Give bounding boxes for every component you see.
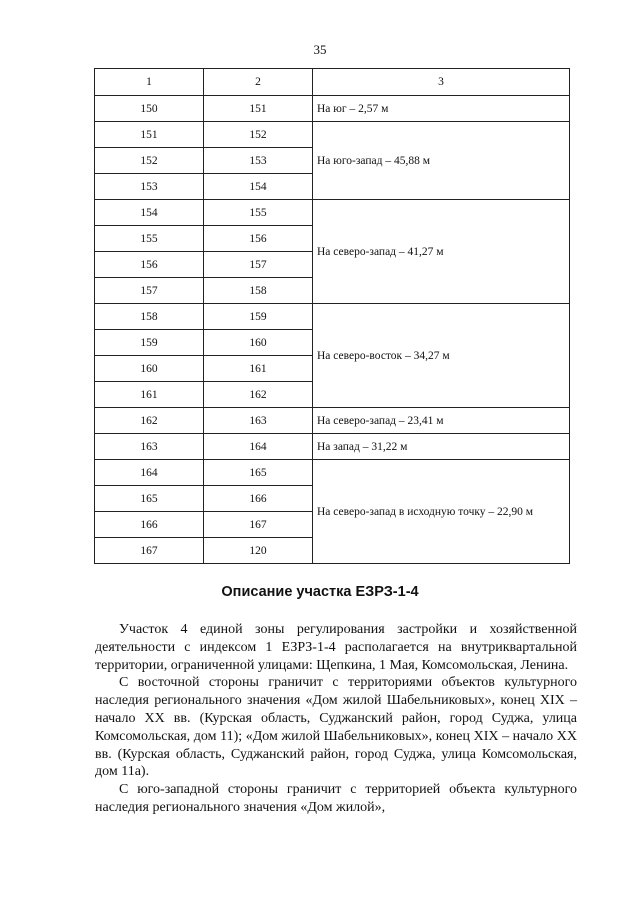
- point-to-cell: 151: [204, 96, 313, 122]
- point-to-cell: 153: [204, 148, 313, 174]
- point-from-cell: 150: [95, 96, 204, 122]
- paragraph: С юго-западной стороны граничит с территорией объекта культурного наследия регионального значения «Дом жилой»,: [95, 782, 577, 815]
- point-to-cell: 162: [204, 382, 313, 408]
- table-header-row: [95, 69, 570, 96]
- direction-cell: На северо-запад – 23,41 м: [313, 408, 570, 434]
- point-to-cell: 154: [204, 174, 313, 200]
- header-col-1: 1: [95, 69, 204, 96]
- direction-cell: На юго-запад – 45,88 м: [313, 122, 570, 200]
- point-to-cell: 155: [204, 200, 313, 226]
- table-row: [95, 408, 570, 434]
- point-from-cell: 153: [95, 174, 204, 200]
- point-to-cell: 167: [204, 512, 313, 538]
- header-col-3: 3: [313, 69, 570, 96]
- point-from-cell: 157: [95, 278, 204, 304]
- direction-cell: На запад – 31,22 м: [313, 434, 570, 460]
- point-from-cell: 151: [95, 122, 204, 148]
- point-from-cell: 156: [95, 252, 204, 278]
- direction-cell: На северо-восток – 34,27 м: [313, 304, 570, 408]
- table-row: [95, 304, 570, 330]
- boundary-points-table: [94, 68, 570, 564]
- point-from-cell: 163: [95, 434, 204, 460]
- point-from-cell: 152: [95, 148, 204, 174]
- point-to-cell: 166: [204, 486, 313, 512]
- point-to-cell: 159: [204, 304, 313, 330]
- point-to-cell: 161: [204, 356, 313, 382]
- point-to-cell: 120: [204, 538, 313, 564]
- point-to-cell: 160: [204, 330, 313, 356]
- direction-cell: На юг – 2,57 м: [313, 96, 570, 122]
- point-from-cell: 165: [95, 486, 204, 512]
- point-from-cell: 160: [95, 356, 204, 382]
- table-row: [95, 122, 570, 148]
- table-row: [95, 200, 570, 226]
- point-from-cell: 158: [95, 304, 204, 330]
- point-from-cell: 164: [95, 460, 204, 486]
- direction-cell: На северо-запад в исходную точку – 22,90 м: [313, 460, 570, 564]
- description-text: [95, 621, 577, 817]
- point-to-cell: 156: [204, 226, 313, 252]
- point-from-cell: 159: [95, 330, 204, 356]
- point-to-cell: 157: [204, 252, 313, 278]
- point-to-cell: 163: [204, 408, 313, 434]
- point-from-cell: 154: [95, 200, 204, 226]
- paragraph: С восточной стороны граничит с территориями объектов культурного наследия регионального значения «Дом жилой Шабельниковых», конец XIX – начало XX вв. (Курская область, Суджанский район, город Суджа, улица Комсомольская, дом 11); «Дом жилой Шабельниковых», конец XIX – начало XX вв. (Курская область, Суджанский район, город Суджа, улица Комсомольская, дом 11а).: [95, 675, 577, 780]
- paragraph: Участок 4 единой зоны регулирования застройки и хозяйственной деятельности с индексом 1 ЕЗРЗ-1-4 располагается на внутриквартальной территории, ограниченной улицами: Щепкина, 1 Мая, Комсомольская, Ленина.: [95, 622, 577, 673]
- point-to-cell: 165: [204, 460, 313, 486]
- point-to-cell: 164: [204, 434, 313, 460]
- point-from-cell: 155: [95, 226, 204, 252]
- table-row: [95, 460, 570, 486]
- page-number: 35: [313, 42, 327, 57]
- table-row: [95, 96, 570, 122]
- point-to-cell: 158: [204, 278, 313, 304]
- point-from-cell: 161: [95, 382, 204, 408]
- point-from-cell: 167: [95, 538, 204, 564]
- point-to-cell: 152: [204, 122, 313, 148]
- header-col-2: 2: [204, 69, 313, 96]
- point-from-cell: 166: [95, 512, 204, 538]
- table-row: [95, 434, 570, 460]
- direction-cell: На северо-запад – 41,27 м: [313, 200, 570, 304]
- point-from-cell: 162: [95, 408, 204, 434]
- section-title: Описание участка ЕЗРЗ-1-4: [221, 584, 419, 600]
